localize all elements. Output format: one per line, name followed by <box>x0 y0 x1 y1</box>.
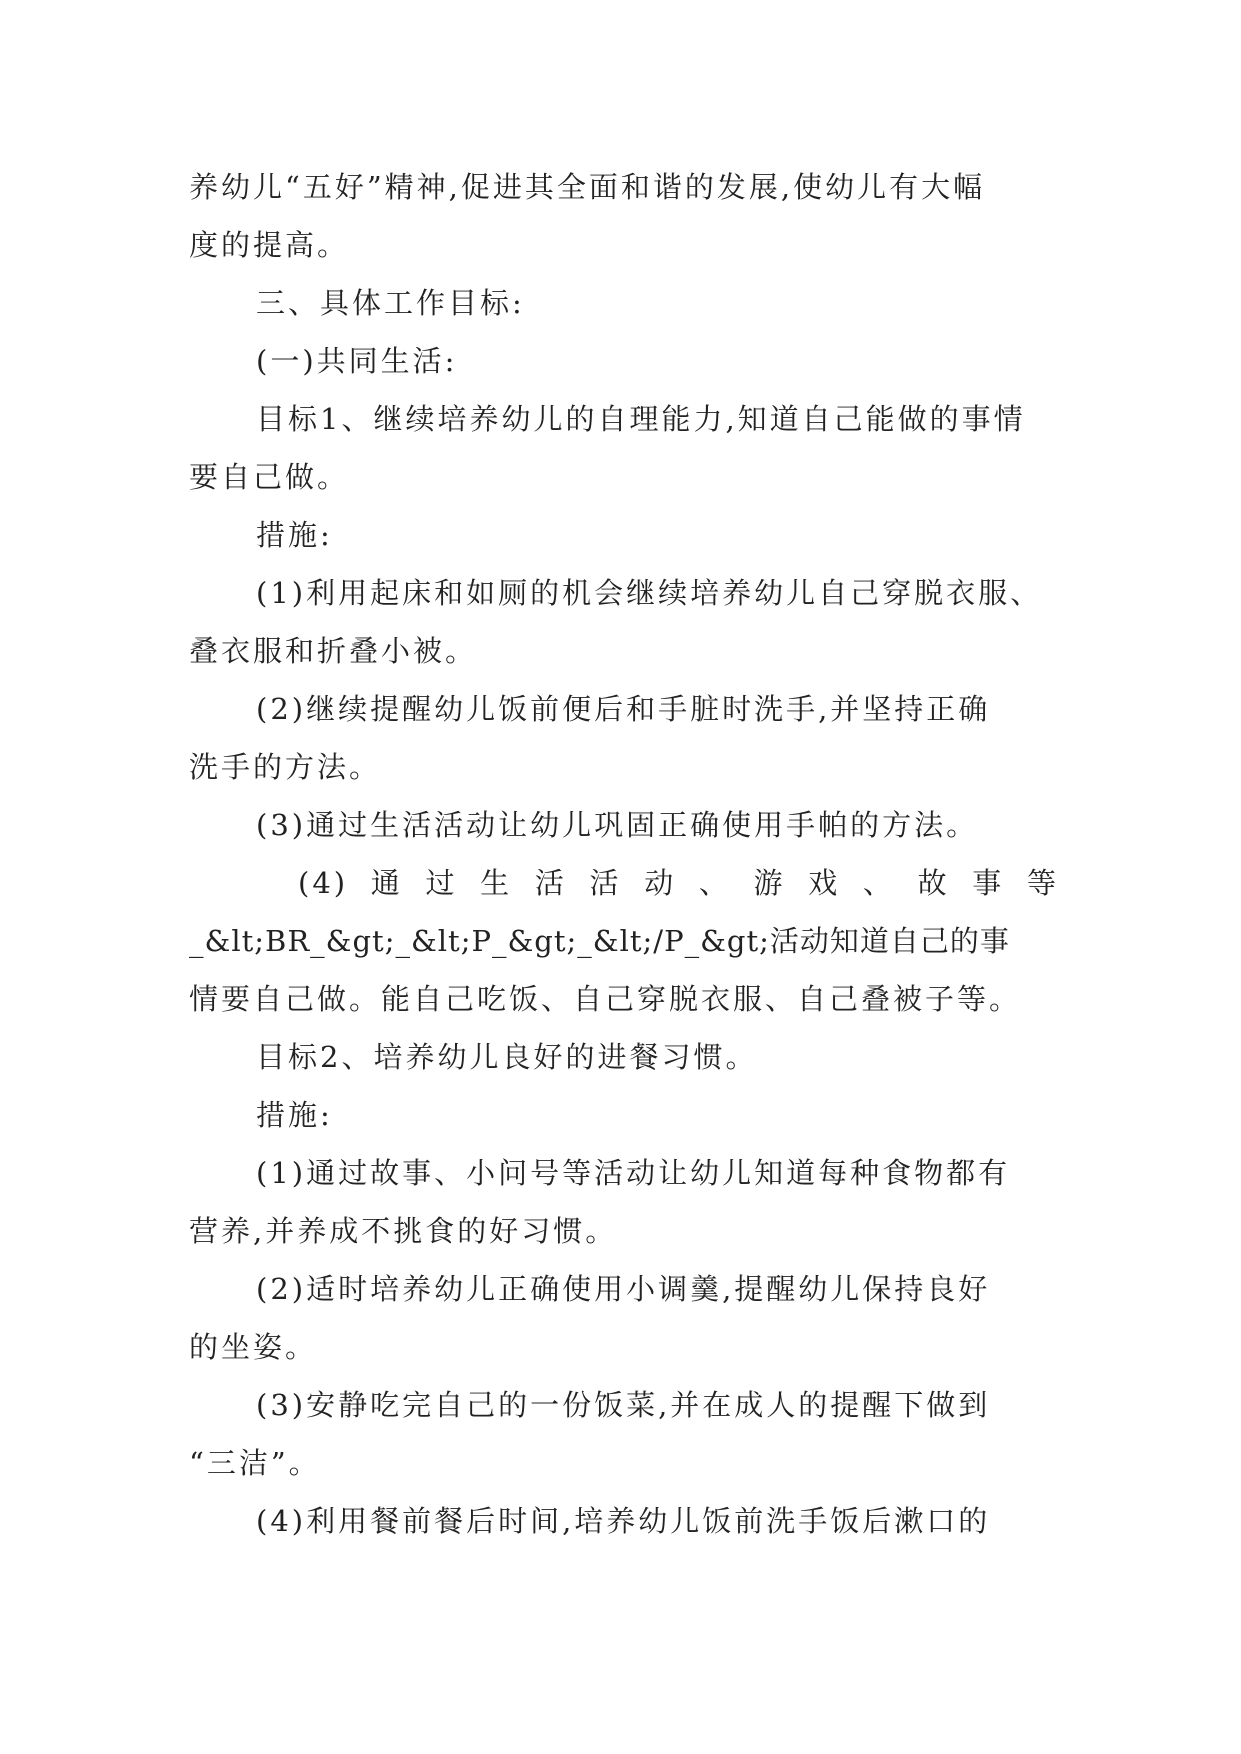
text-line: “三洁”。 <box>189 1446 321 1480</box>
measure-item: (2)继续提醒幼儿饭前便后和手脏时洗手,并坚持正确 <box>256 692 991 726</box>
measure-item: (3)通过生活活动让幼儿巩固正确使用手帕的方法。 <box>256 808 979 842</box>
measure-item: (4)利用餐前餐后时间,培养幼儿饭前洗手饭后漱口的 <box>256 1504 991 1538</box>
text-line: 的坐姿。 <box>189 1330 318 1364</box>
subsection-heading: (一)共同生活: <box>256 344 458 378</box>
text-line: 度的提高。 <box>189 228 350 262</box>
text-line: 情要自己做。能自己吃饭、自己穿脱衣服、自己叠被子等。 <box>189 982 1022 1016</box>
measures-label: 措施: <box>256 1098 333 1132</box>
section-heading: 三、具体工作目标: <box>256 286 525 320</box>
measure-item: (1)通过故事、小问号等活动让幼儿知道每种食物都有 <box>256 1156 1011 1190</box>
text-line: 洗手的方法。 <box>189 750 382 784</box>
measure-item: (3)安静吃完自己的一份饭菜,并在成人的提醒下做到 <box>256 1388 991 1422</box>
measure-item: (1)利用起床和如厕的机会继续培养幼儿自己穿脱衣服、 <box>256 576 1043 610</box>
text-line: 要自己做。 <box>189 460 350 494</box>
goal-line: 目标1、继续培养幼儿的自理能力,知道自己能做的事情 <box>256 402 1026 436</box>
measures-label: 措施: <box>256 518 333 552</box>
text-line: 养幼儿“五好”精神,促进其全面和谐的发展,使幼儿有大幅 <box>189 170 986 204</box>
goal-line: 目标2、培养幼儿良好的进餐习惯。 <box>256 1040 758 1074</box>
text-line: _&lt;BR_&gt;_&lt;P_&gt;_&lt;/P_&gt;活动知道自己的事 <box>189 924 1010 958</box>
text-line: 叠衣服和折叠小被。 <box>189 634 478 668</box>
measure-item: (4)通过生活活动、游戏、故事等 <box>298 866 1059 900</box>
text-line: 营养,并养成不挑食的好习惯。 <box>189 1214 618 1248</box>
measure-item: (2)适时培养幼儿正确使用小调羹,提醒幼儿保持良好 <box>256 1272 991 1306</box>
